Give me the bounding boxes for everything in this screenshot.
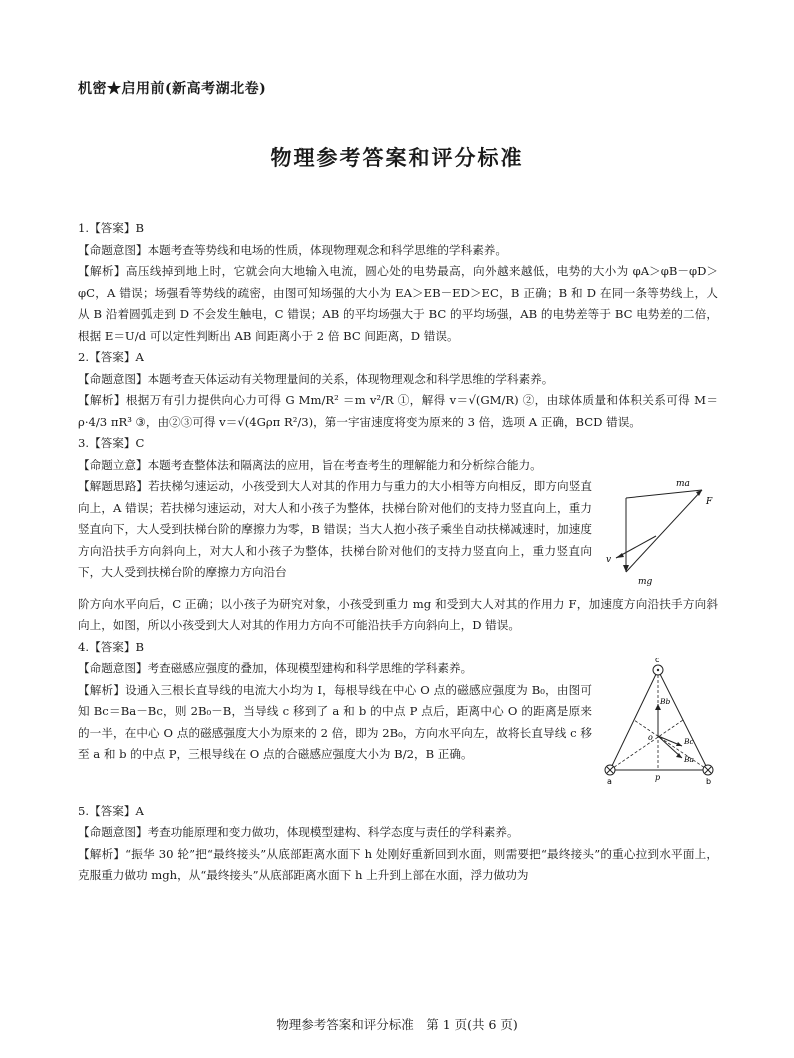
label-c: c: [655, 658, 660, 664]
q4-answer: 【答案】B: [89, 639, 144, 654]
confidential-label: 机密★启用前(新高考湖北卷): [78, 81, 267, 97]
q3-answer: 【答案】C: [89, 436, 145, 450]
q5-intent: 【命题意图】考查功能原理和变力做功，体现模型建构、科学态度与责任的学科素养。: [78, 825, 519, 839]
question-2: [78, 347, 718, 433]
mg-arrowhead: [623, 565, 629, 572]
label-bc: Bc: [684, 737, 694, 746]
label-a: a: [607, 777, 612, 786]
q4-intent: 【命题意图】考查磁感应强度的叠加，体现模型建构和科学思维的学科素养。: [78, 661, 473, 675]
q5-number: 5.: [78, 803, 90, 818]
ma-line: [626, 490, 702, 572]
magnetic-field-svg: [598, 658, 718, 793]
f-line: [626, 490, 702, 498]
q2-answer: 【答案】A: [89, 350, 144, 364]
question-4: [78, 637, 718, 801]
mg-label: mg: [638, 577, 653, 586]
label-bb: Bb: [660, 697, 671, 706]
q3-analysis-part1: 【解题思路】若扶梯匀速运动，小孩受到大人对其的作用力与重力的大小相等方向相反，即方向竖直向上，A 错误；若扶梯匀速运动，对大人和小孩子为整体，扶梯台阶对他们的支持力竖直向上，重力竖直向下，大人受到扶梯台阶的摩擦力为零，B 错误；当大人抱小孩子乘坐自动扶梯减速时，加速度方向沿扶手方向斜向上，对大人和小孩子为整体，扶梯台阶对他们的支持力竖直向上，重力竖直向下，大人受到扶梯台阶的摩擦力方向沿台: [78, 479, 592, 579]
q5-answer: 【答案】A: [89, 803, 144, 818]
wire-c-dot: [657, 669, 659, 671]
label-o: o: [648, 733, 653, 742]
q1-answer: 【答案】B: [89, 221, 144, 235]
v-label: v: [606, 555, 612, 565]
median-a: [610, 720, 683, 770]
q1-number: 1.: [78, 221, 90, 235]
q4-number: 4.: [78, 639, 90, 654]
page-title: 物理参考答案和评分标准: [270, 145, 524, 170]
question-5: [78, 801, 718, 887]
question-3: [78, 433, 718, 637]
q3-number: 3.: [78, 436, 90, 450]
q3-analysis-part2: 阶方向水平向后，C 正确；以小孩子为研究对象，小孩受到重力 mg 和受到大人对其的作用力 F，加速度方向沿扶手方向斜向上，如图，所以小孩受到大人对其的作用力方向不可能沿扶手方向斜向上，D 错误。: [78, 596, 718, 632]
label-p: p: [655, 773, 661, 782]
q2-intent: 【命题意图】本题考查天体运动有关物理量间的关系，体现物理观念和科学思维的学科素养。: [78, 371, 554, 386]
answer-content: [78, 218, 718, 887]
ma-label: ma: [676, 479, 690, 489]
label-ba: Ba: [684, 755, 694, 764]
label-b: b: [706, 777, 712, 786]
q2-number: 2.: [78, 350, 90, 364]
force-diagram: [598, 476, 718, 594]
q1-analysis: 【解析】高压线掉到地上时，它就会向大地输入电流，圆心处的电势最高，向外越来越低，电势的大小为 φA＞φB－φD＞φC，A 错误；场强看等势线的疏密，由图可知场强的大小为 EA＞EB－ED＞EC，B 正确；B 和 D 在同一条等势线上，人从 B 沿着圆弧走到 D 不会发生触电，C 错误；AB 的平均场强大于 BC 的平均场强，AB 的电势差等于 BC 电势差的二倍，根据 E＝U/d 可以定性判断出 AB 间距离小于 2 倍 BC 间距离，D 错误。: [78, 264, 718, 343]
magnetic-field-diagram: [598, 658, 718, 801]
page-footer: 物理参考答案和评分标准 第 1 页(共 6 页): [276, 1017, 518, 1032]
median-b: [634, 720, 708, 770]
q2-analysis: 【解析】根据万有引力提供向心力可得 G Mm/R² ＝m v²/R ①，解得 v＝√(GM/R) ②，由球体质量和体积关系可得 M＝ρ·4/3 πR³ ③，由②③可得 v＝√(4Gρπ R²/3)，第一宇宙速度将变为原来的 3 倍，选项 A 正确，BCD 错误。: [78, 393, 718, 429]
question-1: [78, 218, 718, 347]
f-label: F: [706, 497, 713, 507]
force-diagram-svg: [598, 476, 718, 586]
q4-analysis: 【解析】设通入三根长直导线的电流大小均为 I，每根导线在中心 O 点的磁感应强度为 B₀，由图可知 Bc＝Ba－Bc，则 2B₀－B，当导线 c 移到了 a 和 b 的中点 P 点后，距离中心 O 的距离是原来的一半，在中心 O 点的磁感强度大小为原来的 2 倍，即为 2B₀，方向水平向左，故将长直导线 c 移至 a 和 b 的中点 P，三根导线在 O 点的合磁感应强度大小为 B/2，B 正确。: [78, 682, 592, 761]
q3-intent: 【命题立意】本题考查整体法和隔离法的应用，旨在考查考生的理解能力和分析综合能力。: [78, 457, 542, 472]
q1-intent: 【命题意图】本题考查等势线和电场的性质，体现物理观念和科学思维的学科素养。: [78, 242, 507, 257]
q5-analysis: 【解析】“振华 30 轮”把“最终接头”从底部距离水面下 h 处刚好重新回到水面，则需要把“最终接头”的重心拉到水平面上，克服重力做功 mgh，从“最终接头”从底部距离水面下 h 上升到上部在水面，浮力做功为: [78, 846, 718, 882]
